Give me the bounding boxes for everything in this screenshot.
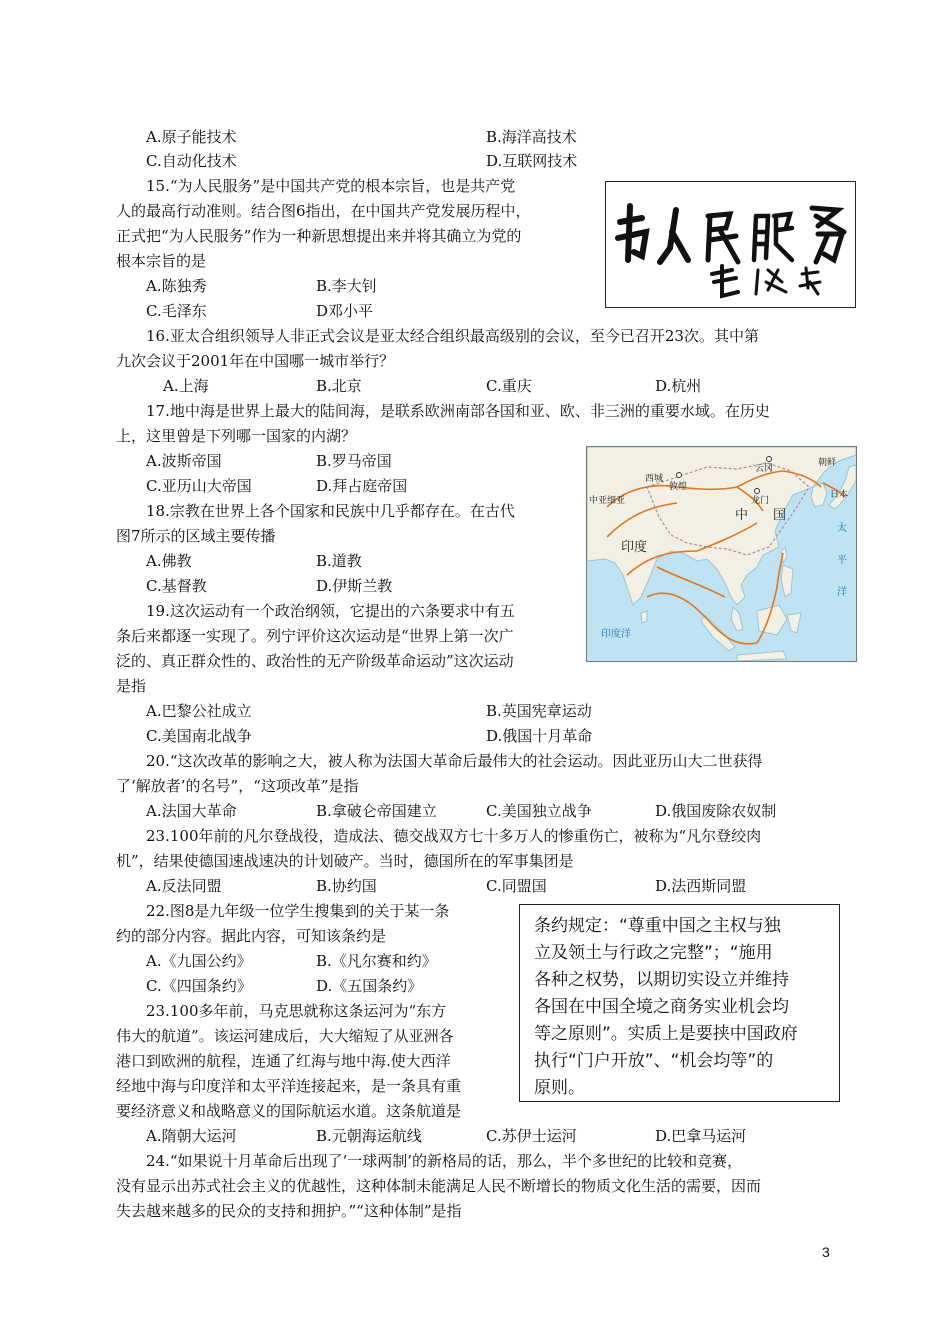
treaty-line-6: 执行“门户开放”、“机会均等”的 [534, 1051, 774, 1071]
q15-option-c: C.毛泽东 [146, 302, 207, 320]
q16-option-c: C.重庆 [486, 377, 532, 395]
q24-line-3: 失去越来越多的民众的支持和拥护。”“这种体制”是指 [116, 1202, 462, 1220]
q20-line-1: 20.“这次改革的影响之大，被人称为法国大革命后最伟大的社会运动。因此亚历山大二世获得 [146, 752, 763, 770]
q23-line-2: 伟大的航道”。该运河建成后，大大缩短了从亚洲各 [116, 1027, 454, 1045]
q16-line-2: 九次会议于2001年在中国哪一城市举行？ [116, 352, 395, 370]
q24-line-1: 24.“如果说十月革命后出现了‘一球两制’的新格局的话，那么，半个多世纪的比较和竞赛， [146, 1152, 743, 1170]
q18-option-b: B.道教 [316, 552, 362, 570]
calligraphy-figure [605, 181, 856, 308]
q17-option-d: D.拜占庭帝国 [316, 477, 408, 495]
treaty-line-5: 等之原则”。实质上是要挟中国政府 [534, 1024, 798, 1044]
map-label-pacific-1: 太 [837, 523, 847, 534]
q18-option-a: A.佛教 [146, 552, 192, 570]
map-label-india: 印度 [621, 540, 648, 555]
q23-option-a: A.隋朝大运河 [146, 1127, 237, 1145]
map-label-central-asia: 中亚细亚 [589, 496, 626, 506]
map-label-xicheng: 西城 [645, 474, 664, 484]
treaty-line-4: 各国在中国全境之商务实业机会均 [534, 997, 789, 1017]
q23-option-d: D.巴拿马运河 [655, 1127, 747, 1145]
q14-option-b: B.海洋高技术 [486, 128, 577, 146]
q23-line-4: 经地中海与印度洋和太平洋连接起来，是一条具有重 [116, 1077, 462, 1095]
map-label-yungang: 云冈 [755, 464, 774, 474]
q18-line-2: 图7所示的区域主要传播 [116, 527, 276, 545]
treaty-excerpt-box [519, 904, 840, 1102]
q22-option-a: A.《九国公约》 [146, 952, 252, 970]
map-label-longmen: 龙门 [751, 496, 770, 506]
treaty-line-3: 各种之权势，以期切实设立并维持 [534, 970, 789, 990]
q18-option-d: D.伊斯兰教 [316, 577, 393, 595]
q21-option-d: D.法西斯同盟 [655, 877, 747, 895]
q19-option-c: C.美国南北战争 [146, 727, 252, 745]
q23-line-1: 23.100多年前，马克思就称这条运河为“东方 [146, 1002, 447, 1020]
q19-line-2: 条后来都逐一实现了。列宁评价这次运动是“世界上第一次广 [116, 627, 514, 645]
q22-line-1: 22.图8是九年级一位学生搜集到的关于某一条 [146, 902, 450, 920]
q18-line-1: 18.宗教在世界上各个国家和民族中几乎都存在。在古代 [146, 502, 515, 520]
map-label-dunhuang: 敦煌 [669, 482, 688, 492]
map-dot-yungang [767, 457, 772, 462]
q20-option-c: C.美国独立战争 [486, 802, 592, 820]
map-dot-longmen [755, 489, 760, 494]
q20-line-2: 了‘解放者’的名号”，“这项改革”是指 [116, 777, 359, 795]
page-number: 3 [822, 1244, 830, 1260]
q19-option-b: B.英国宪章运动 [486, 702, 592, 720]
q20-option-d: D.俄国废除农奴制 [655, 802, 777, 820]
q21-option-c: C.同盟国 [486, 877, 547, 895]
q21-option-a: A.反法同盟 [146, 877, 222, 895]
q23-option-c: C.苏伊士运河 [486, 1127, 577, 1145]
q21-line-2: 机”，结果使德国速战速决的计划破产。当时，德国所在的军事集团是 [116, 852, 574, 870]
q22-option-c: C.《四国条约》 [146, 977, 252, 995]
q14-option-d: D.互联网技术 [486, 152, 578, 170]
q19-option-a: A.巴黎公社成立 [146, 702, 252, 720]
q20-option-a: A.法国大革命 [146, 802, 237, 820]
q19-line-4: 是指 [116, 677, 147, 695]
calligraphy-drawing [606, 182, 854, 306]
q23-option-b: B.元朝海运航线 [316, 1127, 422, 1145]
q15-line-3: 正式把“为人民服务”作为一种新思想提出来并将其确立为党的 [116, 227, 522, 245]
map-label-indian-ocean: 印度洋 [601, 629, 631, 640]
map-label-japan: 日本 [830, 490, 849, 500]
map-srilanka [641, 611, 647, 623]
map-label-pacific-2: 平 [837, 555, 847, 566]
q15-line-1: 15.“为人民服务”是中国共产党的根本宗旨，也是共产党 [146, 177, 516, 195]
q16-line-1: 16.亚太合组织领导人非正式会议是亚太经合组织最高级别的会议，至今已召开23次。其中第 [146, 327, 759, 345]
map-label-china-1: 中 [735, 508, 749, 523]
q16-option-a: A.上海 [163, 377, 209, 395]
q18-option-c: C.基督教 [146, 577, 207, 595]
q15-option-a: A.陈独秀 [146, 277, 207, 295]
q17-option-b: B.罗马帝国 [316, 452, 392, 470]
q19-option-d: D.俄国十月革命 [486, 727, 593, 745]
q16-option-b: B.北京 [316, 377, 362, 395]
q23-line-5: 要经济意义和战略意义的国际航运水道。这条航道是 [116, 1102, 462, 1120]
q22-option-b: B.《凡尔赛和约》 [316, 952, 437, 970]
q14-option-c: C.自动化技术 [146, 152, 237, 170]
buddhism-spread-map [586, 446, 857, 662]
q17-option-a: A.波斯帝国 [146, 452, 222, 470]
q15-option-b: B.李大钊 [316, 277, 377, 295]
q20-option-b: B.拿破仑帝国建立 [316, 802, 437, 820]
q16-option-d: D.杭州 [655, 377, 702, 395]
q15-line-2: 人的最高行动准则。结合图6指出，在中国共产党发展历程中， [116, 202, 531, 220]
map-label-korea: 朝鲜 [818, 458, 837, 468]
treaty-line-2: 立及领土与行政之完整”；“施用 [534, 943, 773, 963]
treaty-line-1: 条约规定：“尊重中国之主权与独 [534, 916, 781, 936]
q22-option-d: D.《五国条约》 [316, 977, 423, 995]
q14-option-a: A.原子能技术 [146, 128, 237, 146]
q24-line-2: 没有显示出苏式社会主义的优越性，这种体制未能满足人民不断增长的物质文化生活的需要，因而 [116, 1177, 762, 1195]
q17-line-1: 17.地中海是世界上最大的陆间海，是联系欧洲南部各国和亚、欧、非三洲的重要水域。在历史 [146, 402, 770, 420]
map-label-pacific-3: 洋 [837, 587, 847, 598]
q15-line-4: 根本宗旨的是 [116, 252, 207, 270]
q15-option-d: D邓小平 [316, 302, 374, 320]
map-label-china-2: 国 [773, 508, 787, 523]
q23-line-3: 港口到欧洲的航程，连通了红海与地中海.使大西洋 [116, 1052, 451, 1070]
map-drawing [587, 447, 856, 661]
q17-line-2: 上，这里曾是下列哪一国家的内湖？ [116, 427, 357, 445]
q17-option-c: C.亚历山大帝国 [146, 477, 252, 495]
q21-option-b: B.协约国 [316, 877, 377, 895]
q21-line-1: 23.100年前的凡尔登战役，造成法、德交战双方七十多万人的惨重伤亡，被称为“凡尔登绞肉 [146, 827, 762, 845]
q19-line-1: 19.这次运动有一个政治纲领，它提出的六条要求中有五 [146, 602, 515, 620]
q22-line-2: 约的部分内容。据此内容，可知该条约是 [116, 927, 387, 945]
map-dot-dunhuang [677, 473, 682, 478]
treaty-line-7: 原则。 [534, 1078, 585, 1098]
q19-line-3: 泛的、真正群众性的、政治性的无产阶级革命运动”这次运动 [116, 652, 514, 670]
